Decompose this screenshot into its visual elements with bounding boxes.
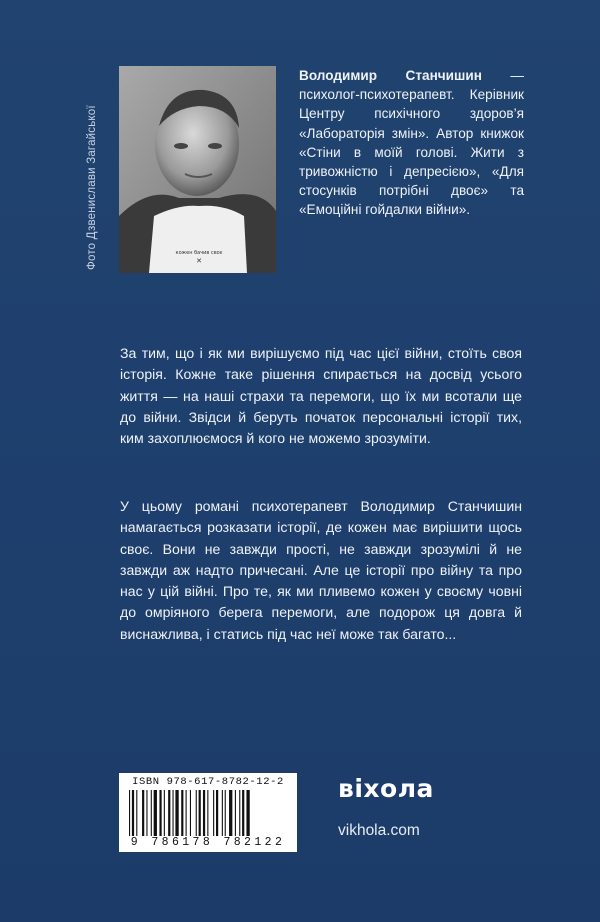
shirt-print: кожен бачив своє [175, 250, 223, 256]
svg-text:✕: ✕ [196, 257, 202, 265]
isbn-barcode [119, 773, 297, 852]
barcode-digits: 9 786178 782122 [130, 836, 286, 849]
blurb-paragraph-1: За тим, що і як ми вирішуємо під час цієї війни, стоїть своя історія. Кожне таке рішення спирається на досвід усього життя — на наші страхи та перемоги, що їх ми всотали ще до війни. Звідси й беруть початок персональні історії тих, ким захоплюємося й кого не можемо зрозуміти. [120, 345, 522, 447]
barcode-bars [129, 790, 287, 838]
author-bio-text: — психолог-психотерапевт. Керівник Центру психічного здоров’я «Лабораторія змін». Автор книжок «Стіни в моїй голові. Жити з тривожністю і депресією», «Для стосунків потрібні двоє» та «Емоційні гойдалки війни». [299, 68, 525, 218]
publisher-logo: віхола [338, 774, 434, 803]
author-name: Володимир Станчишин [299, 68, 482, 83]
photo-credit: Фото Дзвенислави Загайської [86, 105, 98, 270]
publisher-website[interactable]: vikhola.com [338, 822, 420, 839]
author-photo [119, 66, 276, 273]
blurb-paragraph-2: У цьому романі психотерапевт Володимир Станчишин намагається розказати історії, де кожен має вирішити щось своє. Вони не завжди прості, не завжди зрозумілі й не завжди аж надто причесані. Але це історії про війну та про нас у цій війні. Про те, як ми пливемо кожен у своєму човні до омріяного берега перемоги, але подорож ця довга й виснажлива, і статись під час неї може так багато... [120, 498, 522, 642]
author-bio [299, 66, 524, 220]
isbn-label: ISBN 978-617-8782-12-2 [132, 776, 284, 788]
